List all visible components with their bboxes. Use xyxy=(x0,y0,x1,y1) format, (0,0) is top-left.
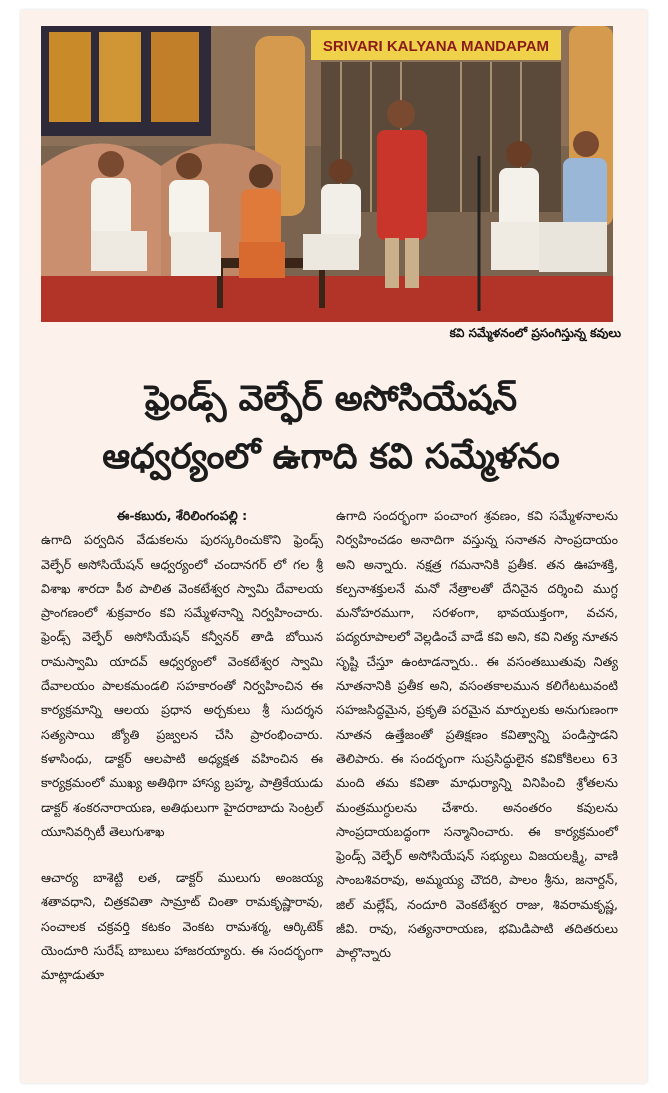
headline-line-1: ఫ్రెండ్స్ వెల్ఫేర్ అసోసియేషన్ xyxy=(144,379,518,419)
photo-caption: కవి సమ్మేళనంలో ప్రసంగిస్తున్న కవులు xyxy=(449,326,621,340)
article-paragraph: ఆచార్య బాశెట్టి లత, డాక్టర్ ములుగు అంజయ్య శతావధాని, చిత్రకవితా సామ్రాట్ చింతా రామకృష్ణారావు, సంచాలక చక్రవర్తి కటకం వెంకట రామశర్మ, ఆర్కిటెక్ యెందూరి సురేష్ బాబులు హాజరయ్యారు. ఈ సందర్భంగా మాట్లాడుతూ xyxy=(41,870,323,983)
article-column-right xyxy=(336,504,618,966)
article-column-left xyxy=(41,504,323,988)
headline xyxy=(41,370,621,486)
dateline: ఈ-కబురు, శేరిలింగంపల్లి : xyxy=(116,508,248,523)
article-paragraph: ఉగాది పర్వదిన వేడుకలను పురస్కరించుకొని ఫ్రెండ్స్ వెల్ఫేర్ అసోసియేషన్ ఆధ్వర్యంలో చందానగర్ లో గల శ్రీ విశాఖ శారదా పీఠ పాలిత వెంకటేశ్వర స్వామి దేవాలయ ప్రాంగణంలో శుక్రవారం కవి సమ్మేళనాన్ని నిర్వహించారు. ఫ్రెండ్స్ వెల్ఫేర్ అసోసియేషన్ కన్వీనర్ తాడి బోయిన రామస్వామి యాదవ్ ఆధ్వర్యంలో వెంకటేశ్వర స్వామి దేవాలయం పాలకమండలి సహకారంతో నిర్వహించిన ఈ కార్యక్రమాన్ని ఆలయ ప్రధాన అర్చకులు శ్రీ సుదర్శన సత్యసాయి జ్యోతి ప్రజ్వలన చేసి ప్రారంభించారు. కళాసింధు, డాక్టర్ ఆలపాటి అధ్యక్షత వహించిన ఈ కార్యక్రమంలో ముఖ్య అతిథిగా హాస్య బ్రహ్మ, పాత్రికేయుడు డాక్టర్ శంకరనారాయణ, అతిథులుగా హైదరాబాదు సెంట్రల్ యూనివర్సిటీ తెలుగుశాఖ xyxy=(41,532,323,839)
article-paragraph: ఉగాది సందర్భంగా పంచాంగ శ్రవణం, కవి సమ్మేళనాలను నిర్వహించడం అనాదిగా వస్తున్న సనాతన సాంప్రదాయం అని అన్నారు. నక్షత్ర గమనానికి ప్రతీక. తన ఊహశక్తి, కల్పనాశక్తులనే మనో నేత్రాలతో దేనినైన దర్శించి ముగ్ధ మనోహరముగా, సరళంగా, భావయుక్తంగా, వచన, పద్యరూపాలలో వెల్లడించే వాడే కవి అని, కవి నిత్య నూతన సృష్టి చేస్తూ ఉంటాడన్నారు.. ఈ వసంతఋతువు నిత్య నూతనానికి ప్రతీక అని, వసంతకాలమున కలిగేటటువంటి సహజసిద్ధమైన, ప్రకృతి పరమైన మార్పులకు అనుగుణంగా నూతన ఉత్తేజంతో ప్రతిక్షణం కవిత్వాన్ని పండిస్తాడని తెలిపారు. ఈ సందర్భంగా సుప్రసిద్ధులైన కవికోకిలలు 63 మంది తమ కవితా మాధుర్యాన్ని వినిపించి శ్రోతలను మంత్రముగ్ధులను చేశారు. అనంతరం కవులను సాంప్రదాయబద్ధంగా సన్మానించారు. ఈ కార్యక్రమంలో ఫ్రెండ్స్ వెల్ఫేర్ అసోసియేషన్ సభ్యులు విజయలక్ష్మి, వాణి సాంబశివరావు, అమ్మయ్య చౌదరి, పాలం శ్రీను, జనార్దన్, జిల్ మల్లేష్, నందూరి వెంకటేశ్వర రాజు, శివరామకృష్ణ, జీవి. రావు, సత్యనారాయణ, భమిడిపాటి తదితరులు పాల్గొన్నారు xyxy=(336,508,618,961)
event-photo xyxy=(41,26,613,322)
banner-text: SRIVARI KALYANA MANDAPAM xyxy=(322,38,550,55)
newspaper-clipping xyxy=(21,10,647,1083)
event-photo-illustration xyxy=(41,26,613,322)
headline-line-2: ఆధ్వర్యంలో ఉగాది కవి సమ్మేళనం xyxy=(102,437,560,477)
